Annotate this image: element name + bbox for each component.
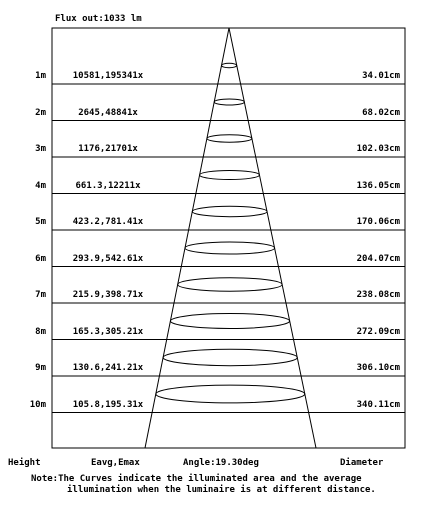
illuminated-area-ellipse (207, 135, 252, 142)
diameter-value: 102.03cm (356, 144, 400, 154)
flux-label: Flux out:1033 lm (55, 14, 142, 24)
illuminated-area-ellipse (222, 63, 237, 67)
illuminated-area-ellipse (200, 171, 260, 180)
illuminance-value: 293.9,542.61x (72, 253, 144, 264)
height-label: Height (8, 458, 41, 468)
note-line-2: illumination when the luminaire is at different distance. (67, 485, 376, 495)
diameter-value: 204.07cm (356, 253, 400, 264)
illuminated-area-ellipse (192, 206, 267, 216)
distance-label: 10m (29, 399, 46, 410)
distance-label: 6m (35, 253, 46, 264)
diameter-value: 136.05cm (356, 180, 400, 191)
illuminance-value: 215.9,398.71x (72, 290, 144, 300)
distance-label: 4m (35, 180, 46, 191)
distance-label: 8m (35, 326, 46, 337)
distance-label: 1m (35, 71, 46, 81)
diameter-label: Diameter (340, 458, 384, 468)
illuminance-value: 10581,195341x (72, 71, 144, 81)
illuminance-value: 165.3,305.21x (72, 326, 144, 337)
eavg-emax-label: Eavg,Emax (91, 458, 140, 468)
distance-label: 2m (35, 107, 46, 118)
note-line-1: Note:The Curves indicate the illuminated area and the average (31, 474, 362, 484)
illuminated-area-ellipse (214, 99, 244, 105)
diameter-value: 170.06cm (356, 217, 400, 227)
diameter-value: 306.10cm (356, 363, 400, 373)
distance-label: 7m (35, 290, 46, 300)
angle-label: Angle:19.30deg (183, 458, 259, 468)
diameter-value: 238.08cm (356, 290, 400, 300)
illuminated-area-ellipse (170, 314, 289, 329)
illuminance-value: 1176,21701x (78, 144, 138, 154)
illuminance-value: 423.2,781.41x (72, 217, 144, 227)
illuminated-area-ellipse (185, 242, 275, 254)
illuminance-value: 2645,48841x (78, 107, 138, 118)
illuminated-area-ellipse (178, 278, 282, 291)
distance-label: 9m (35, 363, 46, 373)
illuminance-value: 661.3,12211x (75, 180, 141, 191)
illuminated-area-ellipse (163, 349, 297, 365)
diameter-value: 34.01cm (362, 71, 400, 81)
illuminance-value: 130.6,241.21x (72, 363, 144, 373)
distance-label: 3m (35, 144, 46, 154)
distance-label: 5m (35, 217, 46, 227)
diameter-value: 68.02cm (362, 107, 400, 118)
illuminated-area-ellipse (156, 385, 305, 403)
diameter-value: 272.09cm (356, 326, 400, 337)
beam-cone (145, 28, 316, 448)
diameter-value: 340.11cm (356, 399, 400, 410)
illuminance-value: 105.8,195.31x (72, 399, 144, 410)
